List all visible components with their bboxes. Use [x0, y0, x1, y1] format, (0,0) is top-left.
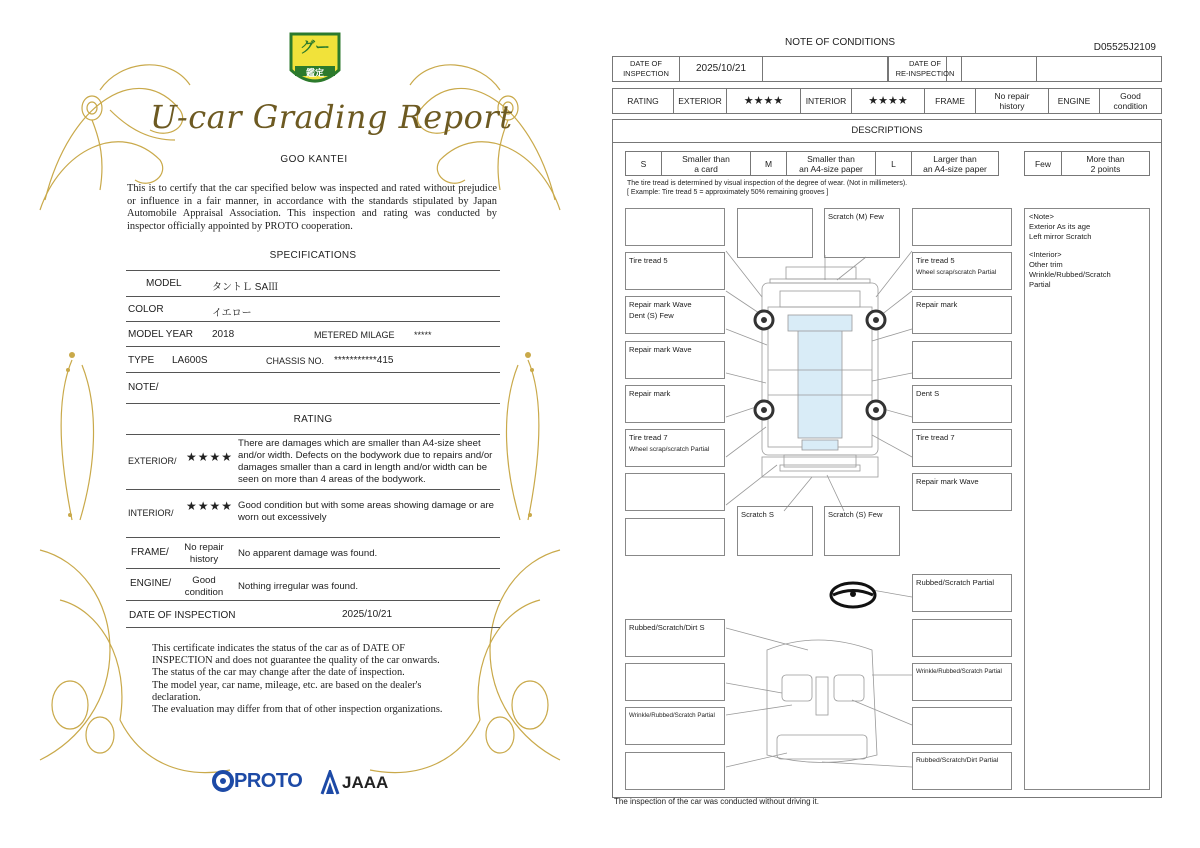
- divider: [126, 537, 500, 538]
- report-title: U-car Grading Report: [150, 98, 513, 136]
- steering-wheel-icon: [828, 580, 878, 610]
- box-rear-right: Rubbed/Scratch/Dirt Partial: [912, 752, 1012, 790]
- box-rear-door-left: Repair mark Wave: [625, 341, 725, 379]
- legend-more: More than 2 points: [1061, 151, 1150, 176]
- interior-stars: ★★★★: [186, 499, 234, 513]
- divider: [126, 403, 500, 404]
- box-interior-left-1: [625, 663, 725, 701]
- box-rear-left: [625, 473, 725, 511]
- divider: [126, 346, 500, 347]
- rating-label: RATING: [612, 88, 674, 114]
- tread-note: The tire tread is determined by visual inspection of the degree of wear. (Not in millimeters).: [627, 180, 908, 187]
- exterior-stars: ★★★★: [186, 450, 234, 464]
- divider: [126, 568, 500, 569]
- date-of-inspection-label: DATE OF INSPECTION: [129, 610, 236, 621]
- engine-value: Good condition: [184, 575, 224, 598]
- note-label: NOTE/: [128, 382, 159, 393]
- box-front-right: [912, 208, 1012, 246]
- date-inspection-value: 2025/10/21: [679, 56, 763, 82]
- legend-m: M: [750, 151, 787, 176]
- divider: [126, 600, 500, 601]
- divider: [126, 296, 500, 297]
- proto-logo: PROTO: [234, 770, 303, 792]
- exterior-label: EXTERIOR/: [128, 456, 177, 466]
- frame-label: FRAME/: [131, 547, 169, 558]
- jaaa-logo-icon: [320, 770, 340, 796]
- engine-label: ENGINE/: [130, 578, 172, 589]
- jaaa-logo: JAAA: [342, 773, 389, 792]
- blank-cell: [762, 56, 888, 82]
- box-top-center-left: [737, 208, 813, 258]
- interior-stars: ★★★★: [851, 88, 925, 114]
- descriptions-heading: DESCRIPTIONS: [612, 119, 1162, 143]
- box-interior-right-3: [912, 707, 1012, 745]
- sheet-footer: The inspection of the car was conducted without driving it.: [614, 797, 819, 806]
- rating-heading: RATING: [293, 414, 333, 425]
- box-top-center-right: Scratch (M) Few: [824, 208, 900, 258]
- note-of-conditions-sheet: [600, 0, 1200, 848]
- legend-l-description: Larger than an A4-size paper: [911, 151, 999, 176]
- box-front-door-right: Repair mark: [912, 296, 1012, 334]
- badge-bottom-text: 鑑定: [305, 68, 324, 78]
- legend-s: S: [625, 151, 662, 176]
- box-tire-rear-right: Tire tread 7: [912, 429, 1012, 467]
- date-inspection-label: DATE OF INSPECTION: [612, 56, 680, 82]
- legend-few: Few: [1024, 151, 1062, 176]
- box-rear-quarter-right: Dent S: [912, 385, 1012, 423]
- box-front-left: [625, 208, 725, 246]
- date-of-inspection-value: 2025/10/21: [342, 609, 393, 620]
- model-year-label: MODEL YEAR: [128, 329, 194, 340]
- box-rear-quarter-left: Repair mark: [625, 385, 725, 423]
- badge-top-text: グー: [299, 39, 330, 56]
- frame-value: No repair history: [184, 542, 224, 565]
- exterior-label: EXTERIOR: [673, 88, 727, 114]
- reinspection-value: [961, 56, 1037, 82]
- specifications-heading: SPECIFICATIONS: [269, 250, 357, 261]
- box-steering: Rubbed/Scratch Partial: [912, 574, 1012, 612]
- model-year-value: 2018: [212, 329, 235, 340]
- box-tire-front-right: Tire tread 5 Wheel scrap/scratch Partial: [912, 252, 1012, 290]
- divider: [126, 372, 500, 373]
- document-id: D05525J2109: [1093, 42, 1156, 53]
- color-label: COLOR: [128, 304, 164, 315]
- exterior-description: There are damages which are smaller than A4-size sheet and/or width. Defects on the bodywork due to repairs and/or damages smaller than a card in length and/or width can be seen on more than 4 areas of the bodywork.: [238, 438, 493, 485]
- metered-mileage-value: *****: [414, 330, 432, 340]
- model-value: タントＬ SAⅢ: [212, 282, 279, 293]
- box-bottom-center-right: Scratch (S) Few: [824, 506, 900, 556]
- box-tire-rear-left: Tire tread 7 Wheel scrap/scratch Partial: [625, 429, 725, 467]
- chassis-label: CHASSIS NO.: [266, 356, 325, 366]
- box-front-seat-right: Wrinkle/Rubbed/Scratch Partial: [912, 663, 1012, 701]
- interior-label: INTERIOR/: [128, 508, 174, 518]
- blank-cell: [1036, 56, 1162, 82]
- box-rear-bumper-right: Repair mark Wave: [912, 473, 1012, 511]
- box-interior-right-1: [912, 619, 1012, 657]
- box-lower-left: [625, 518, 725, 556]
- sheet-title: NOTE OF CONDITIONS: [785, 37, 895, 48]
- legend-l: L: [875, 151, 912, 176]
- divider: [126, 627, 500, 628]
- box-interior-left-3: [625, 752, 725, 790]
- divider: [126, 270, 500, 271]
- box-tire-front-left: Tire tread 5: [625, 252, 725, 290]
- interior-description: Good condition but with some areas showing damage or are worn out excessively: [238, 500, 494, 523]
- proto-logo-icon: [212, 770, 234, 794]
- box-bottom-center-left: Scratch S: [737, 506, 813, 556]
- notes-panel: <Note> Exterior As its age Left mirror Scratch <Interior> Other trim Wrinkle/Rubbed/Scratch Partial: [1024, 208, 1150, 790]
- box-rear-seat-left: Wrinkle/Rubbed/Scratch Partial: [625, 707, 725, 745]
- metered-mileage-label: METERED MILAGE: [314, 330, 395, 340]
- box-dashboard: Rubbed/Scratch/Dirt S: [625, 619, 725, 657]
- reinspection-label: DATE OF RE-INSPECTION: [888, 56, 962, 82]
- tread-example: [ Example: Tire tread 5 = approximately 50% remaining grooves ]: [627, 189, 829, 196]
- divider: [126, 321, 500, 322]
- frame-value: No repair history: [975, 88, 1049, 114]
- engine-label: ENGINE: [1048, 88, 1100, 114]
- type-value: LA600S: [172, 355, 208, 366]
- model-label: MODEL: [146, 278, 182, 289]
- frame-label: FRAME: [924, 88, 976, 114]
- box-front-door-left: Repair mark Wave Dent (S) Few: [625, 296, 725, 334]
- certification-statement: This is to certify that the car specified below was inspected and rated without prejudice or influence in a fair manner, in accordance with the standards stipulated by Japan Automobile Appraisal Association. This inspection and rating was conducted by inspector officially appointed by PROTO cooperation.: [127, 183, 497, 232]
- divider: [126, 489, 500, 490]
- closing-statement: This certificate indicates the status of the car as of DATE OF INSPECTION and does not guarantee the quality of the car onwards. The status of the car may change after the date of inspection. The model year, car name, mileage, etc. are based on the dealer's declaration. The evaluation may differ from that of other inspection organizations.: [152, 643, 443, 716]
- chassis-value: ***********415: [334, 355, 394, 366]
- legend-m-description: Smaller than an A4-size paper: [786, 151, 876, 176]
- divider: [126, 434, 500, 435]
- type-label: TYPE: [128, 355, 155, 366]
- legend-s-description: Smaller than a card: [661, 151, 751, 176]
- exterior-stars: ★★★★: [726, 88, 801, 114]
- engine-description: Nothing irregular was found.: [238, 581, 358, 592]
- interior-label: INTERIOR: [800, 88, 852, 114]
- engine-value: Good condition: [1099, 88, 1162, 114]
- report-subtitle: GOO KANTEI: [280, 154, 348, 165]
- frame-description: No apparent damage was found.: [238, 548, 378, 559]
- box-rear-door-right: [912, 341, 1012, 379]
- color-value: イエロー: [212, 308, 252, 319]
